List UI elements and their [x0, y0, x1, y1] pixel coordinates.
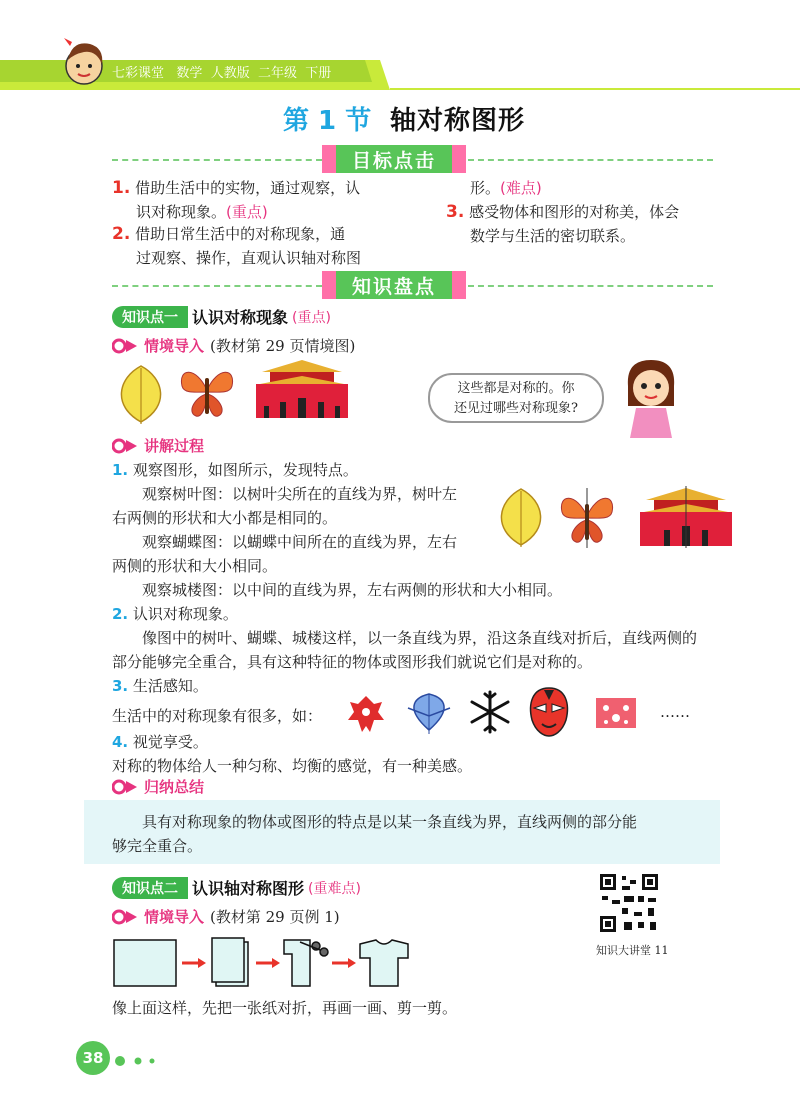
opera-mask-icon — [526, 686, 572, 738]
step-1-text: 观察图形，如图所示，发现特点。 — [132, 461, 358, 479]
kp2-header — [112, 876, 361, 899]
objective-2-line-a: 借助日常生活中的对称现象，通 — [135, 225, 346, 243]
step-4-num: 4. — [112, 733, 129, 751]
kp1-summary-label: 归纳总结 — [144, 778, 205, 796]
step-1-num: 1. — [112, 461, 129, 479]
kp1-intro-label: 情境导入 — [144, 337, 205, 355]
mascot-icon — [60, 36, 108, 88]
objective-1-line-b: 识对称现象。 — [136, 203, 227, 221]
step-3-text: 生活感知。 — [132, 677, 208, 695]
objective-3-line-a: 感受物体和图形的对称美，体会 — [469, 203, 680, 221]
kp1-explain-label: 讲解过程 — [144, 437, 205, 455]
kp1-tag: 知识点一 — [112, 306, 188, 328]
objective-1-num: 1. — [112, 178, 131, 198]
kite-icon — [402, 690, 456, 736]
knowledge-heading: 知识盘点 — [336, 271, 452, 299]
objective-2-tag: (难点) — [500, 179, 542, 197]
fold-steps-figure — [112, 936, 412, 990]
objective-2-num: 2. — [112, 224, 131, 244]
butterfly-icon-2 — [556, 488, 618, 548]
page-number: 38 — [76, 1041, 110, 1075]
divider-right — [468, 159, 713, 161]
objective-3-num: 3. — [446, 202, 465, 222]
obs-leaf-line-b: 右两侧的形状和大小都是相同的。 — [112, 509, 338, 527]
kp1-summary-head — [112, 776, 204, 797]
papercut-pattern-icon — [594, 694, 638, 732]
kp1-note: (重点) — [292, 309, 331, 326]
qr-code-icon[interactable] — [598, 872, 660, 934]
symmetry-def-line-b: 部分能够完全重合，具有这种特征的物体或图形我们就说它们是对称的。 — [112, 653, 593, 671]
obs-butterfly — [112, 530, 492, 578]
section-number: 第 1 节 — [283, 106, 372, 136]
summary-line-b: 够完全重合。 — [112, 837, 203, 855]
bubble-line-2: 还见过哪些对称现象? — [454, 401, 578, 416]
heading-cap-left-2 — [322, 271, 336, 299]
header-series: 七彩课堂 — [112, 66, 165, 81]
gate-tower-icon-2 — [636, 486, 736, 548]
objective-3 — [446, 200, 736, 248]
step-2 — [112, 602, 238, 626]
arrow-icon — [112, 909, 138, 925]
heading-cap-left — [322, 145, 336, 173]
symmetry-def-line-a: 像图中的树叶、蝴蝶、城楼这样，以一条直线为界，沿这条直线对折后，直线两侧的 — [142, 629, 698, 647]
heading-cap-right — [452, 145, 466, 173]
visual-beauty-text: 对称的物体给人一种匀称、均衡的感觉，有一种美感。 — [112, 757, 473, 775]
arrow-icon — [112, 779, 138, 795]
header-edition: 人教版 — [210, 66, 250, 81]
snowflake-icon — [468, 690, 512, 734]
footer-dots — [114, 1052, 164, 1071]
butterfly-icon — [176, 362, 238, 422]
kp2-intro — [112, 906, 340, 927]
kp2-text: 像上面这样，先把一张纸对折，再画一画、剪一剪。 — [112, 999, 458, 1017]
speech-bubble — [428, 373, 604, 423]
kp1-title: 认识对称现象 — [192, 308, 289, 327]
kp2-title: 认识轴对称图形 — [192, 879, 305, 898]
kp1-header — [112, 305, 331, 328]
girl-icon — [616, 356, 686, 438]
examples-ellipsis: …… — [660, 703, 690, 721]
step-3 — [112, 674, 208, 698]
leaf-icon — [112, 362, 170, 426]
kp2-intro-ref: (教材第 29 页例 1) — [210, 908, 340, 926]
kp1-explain — [112, 435, 204, 456]
objective-2-cont — [470, 176, 542, 200]
header-subject: 数学 — [176, 66, 203, 81]
leaf-icon-2 — [492, 484, 550, 550]
summary-box — [84, 800, 720, 864]
step-3-num: 3. — [112, 677, 129, 695]
obs-butterfly-line-a: 观察蝴蝶图：以蝴蝶中间所在的直线为界，左右 — [142, 533, 458, 551]
objective-2-line-c: 形。 — [470, 179, 501, 197]
summary-line-a: 具有对称现象的物体或图形的特点是以某一条直线为界，直线两侧的部分能 — [142, 813, 638, 831]
objective-2-line-b: 过观察、操作，直观认识轴对称图 — [136, 249, 362, 267]
step-2-text: 认识对称现象。 — [132, 605, 238, 623]
objective-1-tag: (重点) — [226, 203, 268, 221]
kp1-intro-ref: (教材第 29 页情境图) — [210, 337, 356, 355]
header-grade: 二年级 — [257, 66, 297, 81]
obs-butterfly-line-b: 两侧的形状和大小相同。 — [112, 557, 278, 575]
objectives-heading: 目标点击 — [336, 145, 452, 173]
bubble-line-1: 这些都是对称的。你 — [457, 381, 575, 396]
divider-left-2 — [112, 285, 322, 287]
divider-right-2 — [468, 285, 713, 287]
arrow-icon — [112, 438, 138, 454]
header-volume: 下册 — [305, 66, 332, 81]
heading-cap-right-2 — [452, 271, 466, 299]
qr-caption: 知识大讲堂 11 — [596, 944, 669, 957]
kp2-tag: 知识点二 — [112, 877, 188, 899]
divider-left — [112, 159, 322, 161]
gate-tower-icon — [252, 358, 352, 420]
arrow-icon — [112, 338, 138, 354]
symmetry-def — [112, 626, 732, 674]
obs-leaf — [112, 482, 492, 530]
kp2-note: (重难点) — [308, 880, 361, 897]
papercut-icon — [346, 692, 386, 736]
kp2-intro-label: 情境导入 — [144, 908, 205, 926]
page-title: 轴对称图形 — [390, 106, 526, 136]
step-4 — [112, 730, 208, 754]
objective-1 — [112, 176, 442, 224]
step-1 — [112, 458, 358, 482]
obs-tower: 观察城楼图：以中间的直线为界，左右两侧的形状和大小相同。 — [142, 581, 563, 599]
header-text — [112, 62, 331, 81]
kp1-intro — [112, 335, 355, 356]
objective-1-line-a: 借助生活中的实物，通过观察，认 — [135, 179, 361, 197]
step-2-num: 2. — [112, 605, 129, 623]
objective-3-line-b: 数学与生活的密切联系。 — [470, 227, 636, 245]
life-examples-text: 生活中的对称现象有很多，如： — [112, 707, 323, 725]
step-4-text: 视觉享受。 — [132, 733, 208, 751]
objective-2 — [112, 222, 442, 270]
obs-leaf-line-a: 观察树叶图：以树叶尖所在的直线为界，树叶左 — [142, 485, 458, 503]
